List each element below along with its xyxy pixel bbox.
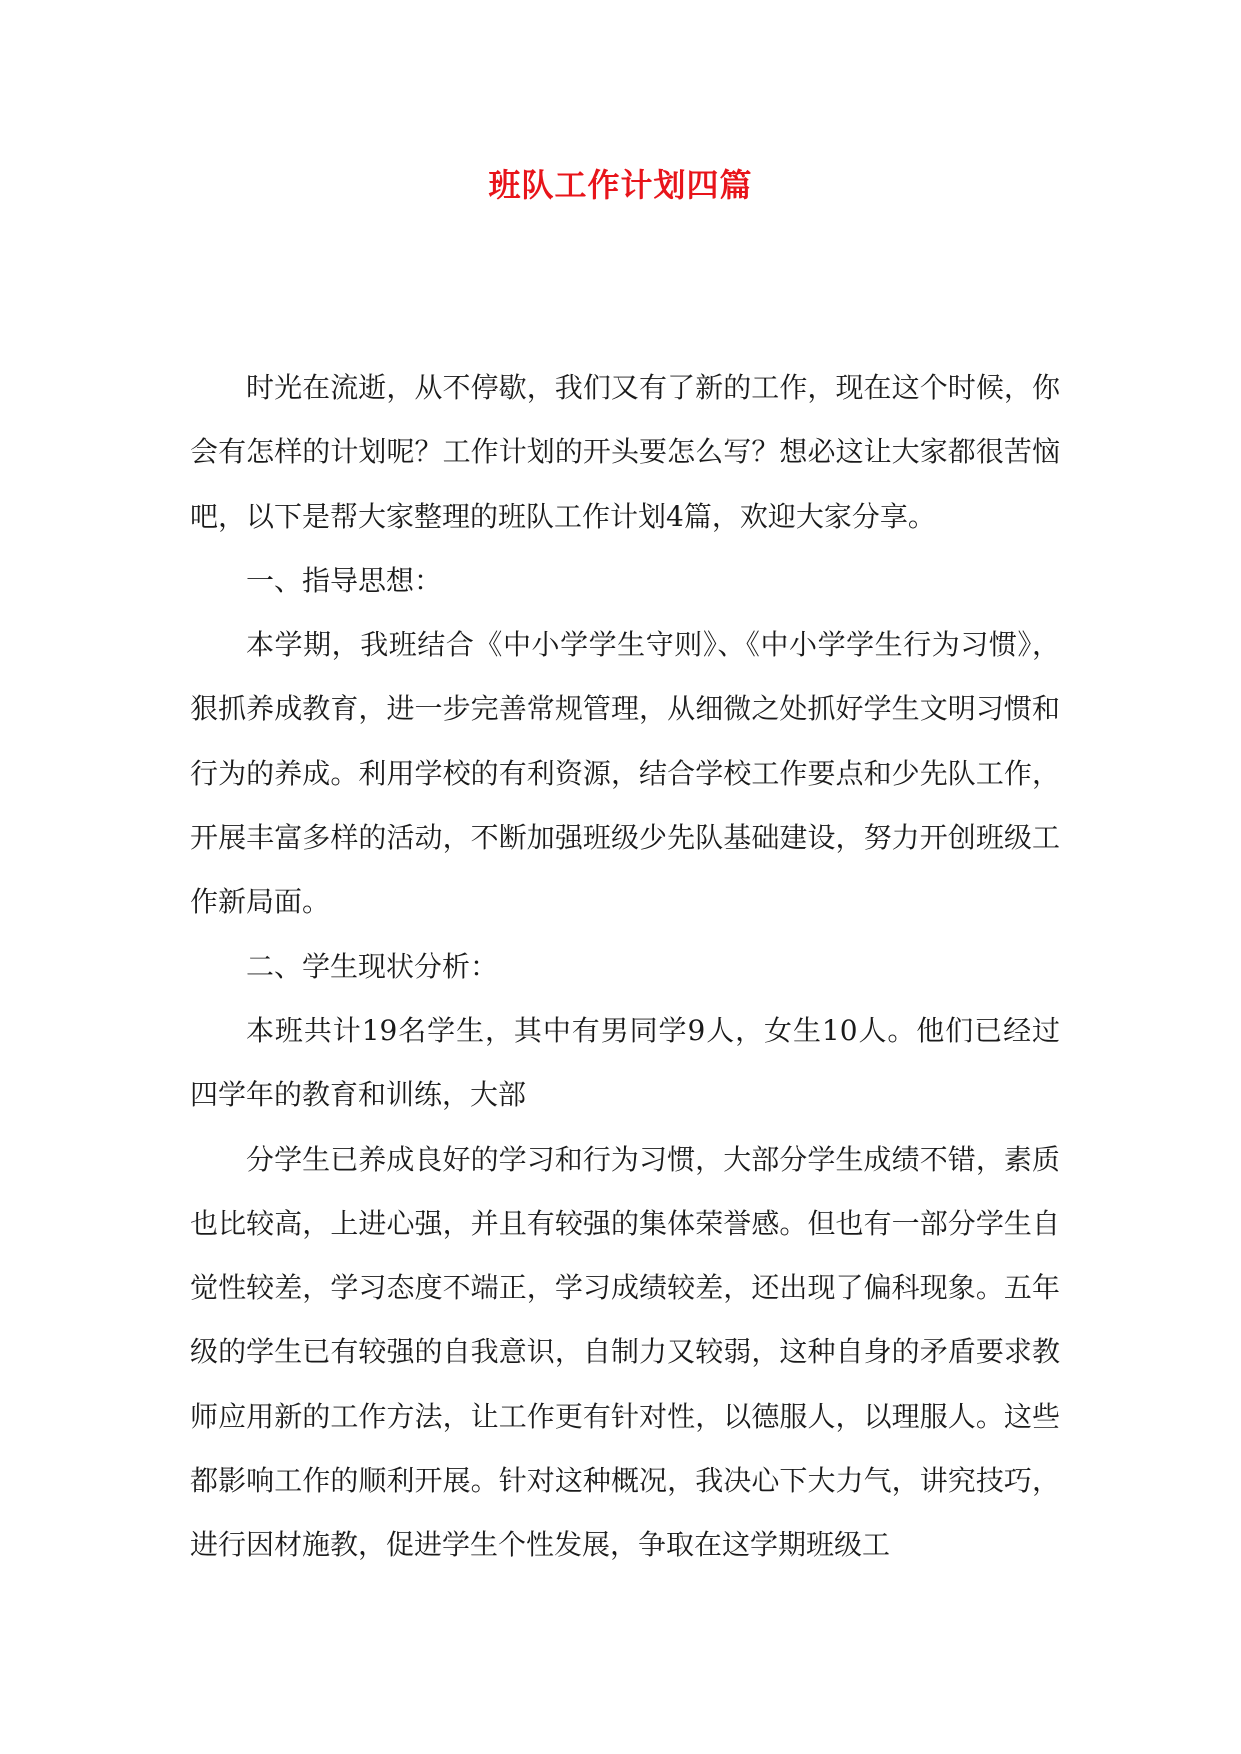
intro-paragraph: 时光在流逝，从不停歇，我们又有了新的工作，现在这个时候，你会有怎样的计划呢？工作计划的开头要怎么写？想必这让大家都很苦恼吧，以下是帮大家整理的班队工作计划4篇，欢迎大家分享。	[190, 371, 1060, 533]
document-title: 班队工作计划四篇	[488, 166, 753, 204]
student-analysis-paragraph-1: 本班共计19名学生，其中有男同学9人，女生10人。他们已经过四学年的教育和训练，大部	[190, 1013, 1060, 1112]
section-heading-guiding-ideology: 一、指导思想：	[246, 563, 443, 597]
guiding-ideology-paragraph: 本学期，我班结合《中小学学生守则》、《中小学学生行为习惯》，狠抓养成教育，进一步完善常规管理，从细微之处抓好学生文明习惯和行为的养成。利用学校的有利资源，结合学校工作要点和少先队工作，开展丰富多样的活动，不断加强班级少先队基础建设，努力开创班级工作新局面。	[190, 628, 1060, 919]
document-body	[190, 356, 1060, 1578]
student-analysis-paragraph-2: 分学生已养成良好的学习和行为习惯，大部分学生成绩不错，素质也比较高，上进心强，并且有较强的集体荣誉感。但也有一部分学生自觉性较差，学习态度不端正，学习成绩较差，还出现了偏科现象。五年级的学生已有较强的自我意识，自制力又较弱，这种自身的矛盾要求教师应用新的工作方法，让工作更有针对性，以德服人，以理服人。这些都影响工作的顺利开展。针对这种概况，我决心下大力气，讲究技巧，进行因材施教，促进学生个性发展，争取在这学期班级工	[190, 1142, 1060, 1562]
section-heading-student-analysis: 二、学生现状分析：	[246, 949, 499, 983]
